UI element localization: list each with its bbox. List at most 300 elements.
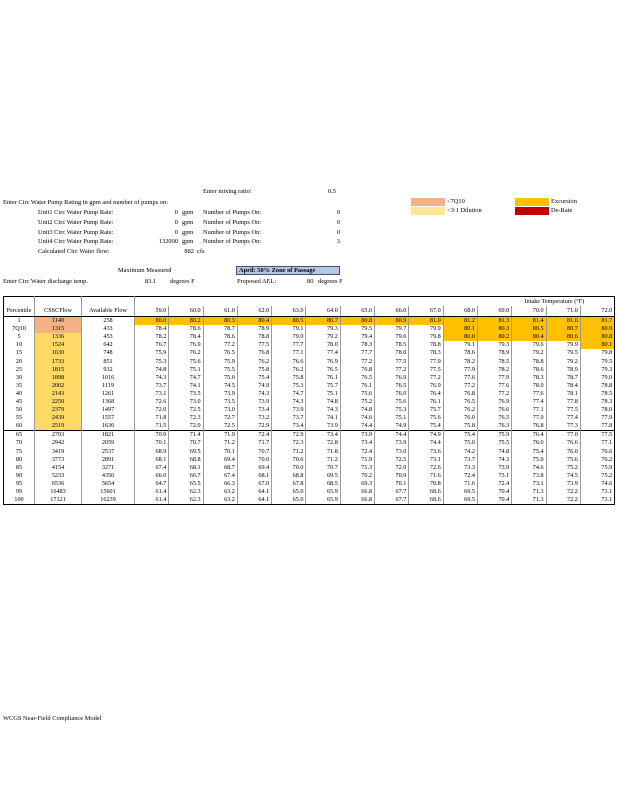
cssc-flow-cell: 2379 [35, 406, 82, 414]
temperature-cell: 73.5 [169, 390, 203, 398]
available-flow-cell: 453 [82, 333, 135, 341]
unit-pumps-value[interactable]: 0 [336, 209, 340, 216]
temperature-cell: 78.5 [580, 390, 614, 398]
temperature-cell: 75.2 [340, 398, 374, 406]
temperature-cell: 67.4 [135, 464, 169, 472]
temperature-cell: 76.4 [512, 431, 546, 440]
temperature-cell: 74.3 [477, 456, 511, 464]
temperature-cell: 79.9 [409, 325, 443, 333]
temperature-cell: 69.4 [237, 464, 271, 472]
temperature-cell: 71.2 [272, 448, 306, 456]
temperature-cell: 70.6 [272, 456, 306, 464]
cssc-flow-cell: 2439 [35, 414, 82, 422]
table-row [4, 349, 615, 357]
temperature-cell: 73.1 [477, 472, 511, 480]
temperature-cell: 80.4 [237, 317, 271, 326]
unit-rate-value[interactable]: 0 [174, 219, 178, 226]
temperature-cell: 79.0 [272, 333, 306, 341]
table-row [4, 488, 615, 496]
temperature-cell: 78.9 [546, 366, 580, 374]
percentile-cell: 90 [4, 472, 35, 480]
table-row [4, 431, 615, 440]
percentile-cell: 25 [4, 366, 35, 374]
available-flow-cell: 5654 [82, 480, 135, 488]
unit-rate-unit: gpm [182, 229, 194, 236]
temperature-cell: 80.3 [477, 325, 511, 333]
percentile-cell: 100 [4, 496, 35, 505]
temperature-cell: 65.0 [272, 488, 306, 496]
temperature-cell: 70.4 [477, 496, 511, 505]
temperature-cell: 73.4 [272, 422, 306, 431]
temperature-cell: 74.3 [272, 398, 306, 406]
temperature-cell: 77.6 [443, 374, 477, 382]
temperature-cell: 80.1 [580, 341, 614, 349]
temperature-cell: 72.5 [375, 456, 409, 464]
temperature-cell: 79.3 [306, 325, 340, 333]
unit-rate-unit: gpm [182, 219, 194, 226]
table-row [4, 464, 615, 472]
temperature-cell: 77.5 [409, 366, 443, 374]
temperature-cell: 72.4 [340, 448, 374, 456]
footer-title: WCGS Near-Field Compliance Model [3, 715, 102, 722]
ael-value[interactable]: 80 [307, 278, 314, 285]
legend-7q10-swatch [411, 198, 445, 206]
table-header-row [4, 297, 615, 307]
temperature-cell: 79.5 [340, 325, 374, 333]
temperature-cell: 78.5 [375, 341, 409, 349]
temperature-cell: 77.2 [375, 366, 409, 374]
temperature-cell: 77.9 [443, 366, 477, 374]
temperature-cell: 71.2 [306, 456, 340, 464]
temperature-cell: 75.6 [169, 357, 203, 365]
temperature-cell: 79.6 [512, 341, 546, 349]
temperature-cell: 79.5 [580, 357, 614, 365]
temperature-cell: 76.5 [375, 382, 409, 390]
temperature-cell: 80.8 [580, 333, 614, 341]
cssc-flow-cell: 6536 [35, 480, 82, 488]
temperature-cell: 76.3 [477, 422, 511, 431]
temperature-cell: 77.5 [580, 431, 614, 440]
temperature-cell: 78.0 [375, 349, 409, 357]
available-flow-cell: 1821 [82, 431, 135, 440]
temperature-cell: 71.3 [340, 464, 374, 472]
temperature-cell: 62.3 [169, 488, 203, 496]
cssc-flow-cell: 1898 [35, 374, 82, 382]
temperature-cell: 74.1 [169, 382, 203, 390]
temperature-cell: 76.9 [477, 398, 511, 406]
unit-pumps-value[interactable]: 3 [336, 238, 340, 245]
discharge-unit: degrees F [170, 278, 195, 285]
temperature-cell: 70.0 [237, 456, 271, 464]
temperature-cell: 77.8 [546, 398, 580, 406]
cssc-flow-cell: 1524 [35, 341, 82, 349]
temperature-cell: 66.8 [340, 496, 374, 505]
temperature-cell: 71.3 [512, 496, 546, 505]
temperature-cell: 76.5 [203, 349, 237, 357]
temperature-cell: 61.4 [135, 496, 169, 505]
temperature-cell: 78.6 [203, 333, 237, 341]
legend-derate-label: De-Rate [551, 207, 573, 214]
temperature-cell: 77.6 [477, 382, 511, 390]
legend-derate-swatch [515, 207, 549, 215]
temperature-cell: 76.5 [306, 366, 340, 374]
table-row [4, 406, 615, 414]
percentile-cell: 60 [4, 422, 35, 431]
temperature-cell: 80.7 [306, 317, 340, 326]
temperature-cell: 75.3 [272, 382, 306, 390]
temperature-cell: 79.1 [272, 325, 306, 333]
temperature-cell: 79.1 [443, 341, 477, 349]
percentile-cell: 20 [4, 357, 35, 365]
temperature-cell: 81.0 [409, 317, 443, 326]
temperature-cell: 72.4 [477, 480, 511, 488]
discharge-value[interactable]: 83.1 [145, 278, 157, 285]
temperature-cell: 76.8 [443, 390, 477, 398]
table-row [4, 357, 615, 365]
percentile-cell: 99 [4, 488, 35, 496]
ael-label: Proposed AEL: [237, 278, 277, 285]
temperature-cell: 68.9 [135, 448, 169, 456]
percentile-cell: 95 [4, 480, 35, 488]
temperature-cell: 75.6 [409, 414, 443, 422]
temperature-cell: 78.0 [306, 341, 340, 349]
temperature-cell: 71.5 [135, 422, 169, 431]
temperature-cell: 75.4 [512, 448, 546, 456]
temperature-cell: 78.3 [340, 341, 374, 349]
temperature-cell: 75.2 [580, 472, 614, 480]
available-flow-cell: 2537 [82, 448, 135, 456]
temperature-cell: 76.2 [237, 357, 271, 365]
temperature-cell: 78.6 [443, 349, 477, 357]
unit-rate-label: Unit2 Circ Water Pump Rate: [38, 219, 114, 226]
unit-pumps-label: Number of Pumps On: [203, 219, 262, 226]
temperature-cell: 78.1 [546, 390, 580, 398]
percentile-cell: 1 [4, 317, 35, 326]
temperature-cell: 72.2 [546, 488, 580, 496]
column-header: Available Flow [82, 306, 135, 317]
temperature-cell: 73.7 [443, 456, 477, 464]
temperature-cell: 73.5 [203, 398, 237, 406]
cssc-flow-cell: 2519 [35, 422, 82, 431]
unit-pumps-label: Number of Pumps On: [203, 209, 262, 216]
temperature-cell: 75.8 [272, 374, 306, 382]
temp-header: 61.0 [203, 306, 237, 317]
temperature-cell: 77.1 [580, 439, 614, 447]
temp-header: 65.0 [340, 306, 374, 317]
temp-header: 67.0 [409, 306, 443, 317]
temperature-cell: 79.8 [409, 333, 443, 341]
legend-dilution-swatch [411, 207, 445, 215]
temperature-cell: 77.2 [203, 341, 237, 349]
temperature-cell: 75.8 [443, 422, 477, 431]
mixing-ratio-label: Enter mixing ratio: [203, 188, 252, 195]
temp-header: 60.0 [169, 306, 203, 317]
temp-header: 72.0 [580, 306, 614, 317]
temperature-cell: 76.0 [443, 414, 477, 422]
unit-rate-unit: gpm [182, 238, 194, 245]
temperature-cell: 79.9 [546, 341, 580, 349]
temperature-cell: 77.2 [443, 382, 477, 390]
legend-excursion-swatch [515, 198, 549, 206]
temperature-cell: 79.2 [546, 357, 580, 365]
temperature-cell: 77.0 [546, 431, 580, 440]
temperature-cell: 73.7 [135, 382, 169, 390]
pump-rating-label: Enter Circ Water Pump Rating in gpm and number of pumps on: [3, 199, 168, 206]
temperature-cell: 70.9 [135, 431, 169, 440]
temperature-cell: 76.2 [580, 456, 614, 464]
temperature-cell: 76.4 [409, 390, 443, 398]
temperature-cell: 79.0 [580, 374, 614, 382]
cssc-flow-cell: 1315 [35, 325, 82, 333]
available-flow-cell: 258 [82, 317, 135, 326]
temperature-cell: 78.5 [477, 357, 511, 365]
temperature-cell: 73.1 [512, 480, 546, 488]
column-header: Percentile [4, 306, 35, 317]
temperature-cell: 71.3 [512, 488, 546, 496]
temperature-cell: 67.8 [272, 480, 306, 488]
table-row [4, 414, 615, 422]
temp-header: 69.0 [477, 306, 511, 317]
temperature-cell: 73.9 [477, 464, 511, 472]
temperature-cell: 80.6 [546, 333, 580, 341]
temperature-cell: 78.0 [512, 382, 546, 390]
unit-rate-value[interactable]: 0 [174, 209, 178, 216]
cssc-flow-cell: 2002 [35, 382, 82, 390]
temperature-cell: 75.5 [203, 366, 237, 374]
temperature-cell: 68.8 [169, 456, 203, 464]
temperature-cell: 65.5 [169, 480, 203, 488]
temperature-cell: 75.6 [375, 398, 409, 406]
mixing-ratio-value[interactable]: 0.5 [328, 188, 336, 195]
temperature-cell: 70.4 [477, 488, 511, 496]
temperature-cell: 70.8 [409, 480, 443, 488]
unit-pumps-value[interactable]: 0 [336, 229, 340, 236]
temperature-cell: 73.0 [203, 406, 237, 414]
temperature-cell: 78.4 [546, 382, 580, 390]
percentile-cell: 15 [4, 349, 35, 357]
calc-flow-unit: cfs [197, 248, 205, 255]
temperature-cell: 72.0 [135, 406, 169, 414]
temperature-cell: 78.8 [580, 382, 614, 390]
temperature-cell: 75.7 [409, 406, 443, 414]
percentile-cell: 55 [4, 414, 35, 422]
temperature-cell: 71.2 [203, 439, 237, 447]
temperature-cell: 76.9 [169, 341, 203, 349]
temperature-cell: 70.7 [169, 439, 203, 447]
temperature-cell: 74.8 [306, 398, 340, 406]
temperature-cell: 80.2 [169, 317, 203, 326]
discharge-label: Enter Circ Water discharge temp. [3, 278, 88, 285]
temperature-cell: 69.5 [443, 496, 477, 505]
temperature-cell: 75.6 [546, 456, 580, 464]
unit-rate-label: Unit3 Circ Water Pump Rate: [38, 229, 114, 236]
temperature-cell: 77.7 [340, 349, 374, 357]
temperature-cell: 76.5 [477, 414, 511, 422]
temperature-cell: 63.2 [203, 496, 237, 505]
temperature-cell: 74.9 [375, 422, 409, 431]
temperature-cell: 70.7 [306, 464, 340, 472]
temperature-cell: 72.5 [203, 422, 237, 431]
temperature-cell: 68.6 [409, 496, 443, 505]
temperature-cell: 81.3 [477, 317, 511, 326]
temperature-cell: 79.8 [580, 349, 614, 357]
temperature-cell: 77.5 [546, 406, 580, 414]
percentile-cell: 70 [4, 439, 35, 447]
temperature-cell: 76.6 [477, 406, 511, 414]
temperature-cell: 62.3 [169, 496, 203, 505]
temperature-cell: 78.4 [135, 325, 169, 333]
temperature-cell: 78.8 [409, 341, 443, 349]
cssc-flow-cell: 1140 [35, 317, 82, 326]
available-flow-cell: 1016 [82, 374, 135, 382]
unit-rate-value[interactable]: 132000 [158, 238, 178, 245]
temperature-cell: 75.4 [237, 374, 271, 382]
temperature-cell: 77.4 [546, 414, 580, 422]
temperature-cell: 74.7 [272, 390, 306, 398]
temperature-cell: 70.1 [135, 439, 169, 447]
temperature-cell: 76.8 [340, 366, 374, 374]
temperature-cell: 74.7 [169, 374, 203, 382]
temperature-cell: 72.0 [375, 464, 409, 472]
temperature-cell: 66.3 [203, 480, 237, 488]
temperature-cell: 76.2 [443, 406, 477, 414]
temperature-cell: 67.0 [237, 480, 271, 488]
available-flow-cell: 932 [82, 366, 135, 374]
temp-header: 64.0 [306, 306, 340, 317]
temperature-cell: 75.9 [203, 357, 237, 365]
intake-temp-header: Intake Temperature (°F) [135, 297, 615, 307]
temperature-cell: 78.9 [477, 349, 511, 357]
temperature-cell: 72.2 [546, 496, 580, 505]
temperature-cell: 73.4 [340, 439, 374, 447]
temperature-cell: 80.5 [272, 317, 306, 326]
cssc-flow-cell: 2143 [35, 390, 82, 398]
table-row [4, 448, 615, 456]
temperature-cell: 74.2 [443, 448, 477, 456]
temperature-cell: 65.9 [306, 496, 340, 505]
temperature-cell: 78.3 [512, 374, 546, 382]
temperature-cell: 75.4 [443, 431, 477, 440]
temperature-cell: 76.1 [306, 374, 340, 382]
unit-pumps-value[interactable]: 0 [336, 219, 340, 226]
temperature-cell: 68.7 [203, 464, 237, 472]
temperature-cell: 77.2 [340, 357, 374, 365]
temperature-cell: 80.2 [477, 333, 511, 341]
temperature-cell: 66.8 [340, 488, 374, 496]
temperature-cell: 78.2 [135, 333, 169, 341]
table-row [4, 480, 615, 488]
available-flow-cell: 642 [82, 341, 135, 349]
temperature-cell: 71.9 [340, 456, 374, 464]
temperature-cell: 71.8 [135, 414, 169, 422]
temperature-cell: 77.4 [512, 398, 546, 406]
temperature-cell: 80.1 [443, 325, 477, 333]
temperature-cell: 74.4 [409, 439, 443, 447]
temperature-cell: 71.9 [203, 431, 237, 440]
temperature-cell: 79.4 [340, 333, 374, 341]
available-flow-cell: 851 [82, 357, 135, 365]
temperature-cell: 74.1 [306, 414, 340, 422]
percentile-cell: 5 [4, 333, 35, 341]
temperature-cell: 65.0 [272, 496, 306, 505]
temperature-cell: 74.3 [306, 406, 340, 414]
temp-header: 63.0 [272, 306, 306, 317]
temperature-cell: 72.6 [409, 464, 443, 472]
temp-header: 59.0 [135, 306, 169, 317]
temperature-cell: 76.2 [272, 366, 306, 374]
temperature-cell: 75.0 [512, 456, 546, 464]
temperature-table [3, 296, 615, 505]
temperature-cell: 77.0 [512, 414, 546, 422]
cssc-flow-cell: 1336 [35, 333, 82, 341]
table-row [4, 382, 615, 390]
available-flow-cell: 1119 [82, 382, 135, 390]
temperature-cell: 77.9 [409, 357, 443, 365]
temperature-cell: 77.1 [512, 406, 546, 414]
temperature-cell: 70.0 [272, 464, 306, 472]
temp-header: 70.0 [512, 306, 546, 317]
temp-header: 62.0 [237, 306, 271, 317]
passage-box: April: 50% Zone of Passage [236, 266, 340, 275]
temperature-cell: 69.5 [443, 488, 477, 496]
temperature-cell: 77.5 [237, 341, 271, 349]
available-flow-cell: 16239 [82, 496, 135, 505]
temperature-cell: 77.7 [272, 341, 306, 349]
cssc-flow-cell: 3773 [35, 456, 82, 464]
percentile-cell: 35 [4, 382, 35, 390]
temperature-cell: 78.7 [203, 325, 237, 333]
temperature-cell: 69.5 [306, 472, 340, 480]
unit-rate-value[interactable]: 0 [174, 229, 178, 236]
temperature-cell: 69.4 [203, 456, 237, 464]
percentile-cell: 30 [4, 374, 35, 382]
available-flow-cell: 1636 [82, 422, 135, 431]
temperature-cell: 76.1 [409, 398, 443, 406]
temperature-cell: 75.0 [203, 374, 237, 382]
header-blank [35, 297, 82, 307]
temperature-cell: 79.3 [477, 341, 511, 349]
temperature-cell: 75.0 [443, 439, 477, 447]
temperature-cell: 73.1 [135, 390, 169, 398]
temperature-cell: 77.9 [580, 414, 614, 422]
temperature-cell: 76.9 [375, 374, 409, 382]
table-row [4, 325, 615, 333]
temperature-cell: 68.1 [135, 456, 169, 464]
temperature-cell: 79.5 [546, 349, 580, 357]
temperature-cell: 78.8 [237, 333, 271, 341]
temperature-cell: 68.6 [409, 488, 443, 496]
temperature-cell: 69.5 [169, 448, 203, 456]
legend-7q10-label: <7Q10 [447, 198, 465, 205]
temperature-cell: 77.5 [375, 357, 409, 365]
temperature-cell: 81.4 [512, 317, 546, 326]
temperature-cell: 71.6 [443, 480, 477, 488]
temperature-cell: 80.4 [512, 333, 546, 341]
temperature-cell: 78.9 [237, 325, 271, 333]
temperature-cell: 79.3 [580, 366, 614, 374]
temperature-cell: 76.9 [306, 357, 340, 365]
temperature-cell: 65.9 [306, 488, 340, 496]
unit-rate-label: Unit1 Circ Water Pump Rate: [38, 209, 114, 216]
cssc-flow-cell: 2250 [35, 398, 82, 406]
temperature-cell: 73.0 [375, 448, 409, 456]
temperature-cell: 73.9 [340, 431, 374, 440]
temperature-cell: 70.7 [237, 448, 271, 456]
temperature-cell: 63.2 [203, 488, 237, 496]
percentile-cell: 7Q10 [4, 325, 35, 333]
temperature-cell: 76.9 [409, 382, 443, 390]
temperature-cell: 76.8 [237, 349, 271, 357]
